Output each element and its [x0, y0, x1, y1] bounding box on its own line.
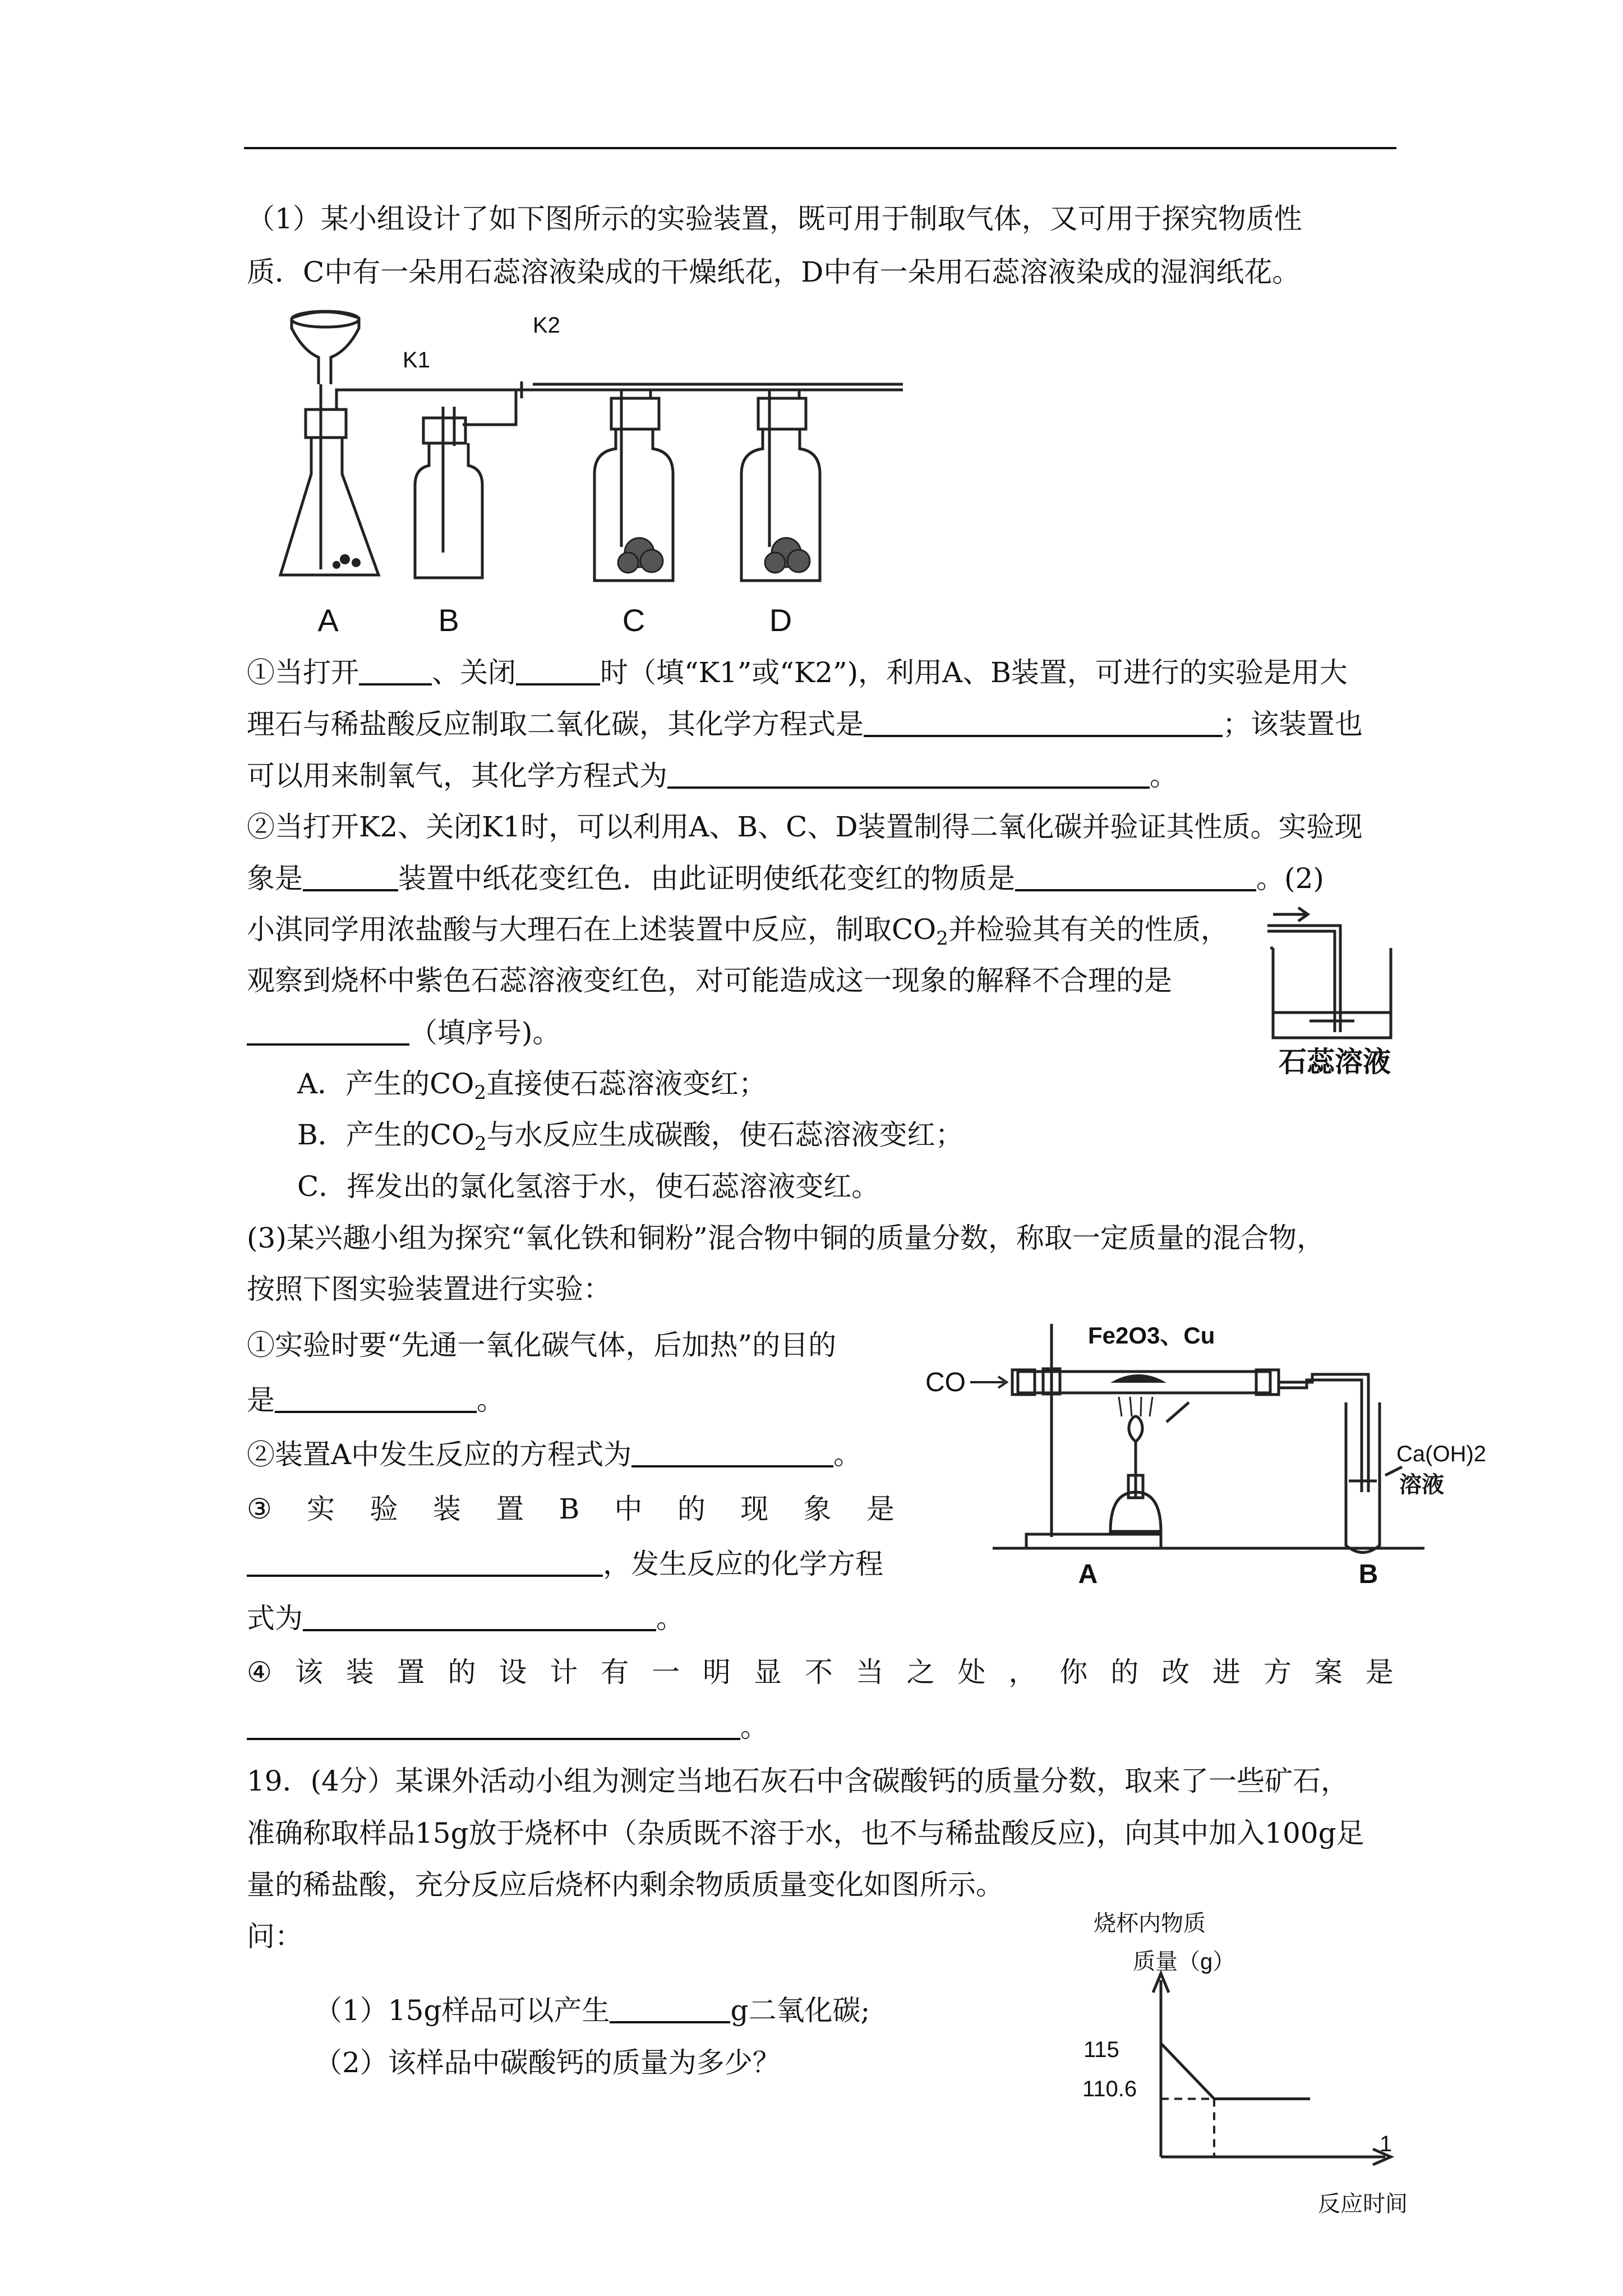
- q19-line2: 准确称取样品15g放于烧杯中（杂质既不溶于水，也不与稀盐酸反应)，向其中加入100g足: [247, 1817, 1364, 1849]
- co-reduction-figure: [925, 1313, 1487, 1593]
- q3-step3c: 式为 。: [247, 1602, 684, 1635]
- beaker-figure: [1256, 903, 1419, 1083]
- q3-step4b: 。: [247, 1710, 768, 1744]
- q3-line1: (3)某兴趣小组为探究“氧化铁和铜粉”混合物中铜的质量分数，称取一定质量的混合物，: [247, 1222, 1325, 1254]
- fig3-label-a: A: [1078, 1559, 1098, 1589]
- fig1-label-b: B: [438, 602, 459, 638]
- q1-line2: 理石与稀盐酸反应制取二氧化碳，其化学方程式是 ；该装置也: [247, 708, 1363, 740]
- q19-line4: 问：: [247, 1920, 303, 1953]
- q3-step2: ②装置A中发生反应的方程式为 。: [247, 1438, 862, 1471]
- p1-line1: （1）某小组设计了如下图所示的实验装置，既可用于制取气体，又可用于探究物质性: [247, 203, 1302, 235]
- chart-xlabel: 反应时间: [1318, 2192, 1408, 2216]
- answer-blank[interactable]: [303, 1601, 656, 1631]
- q19-sub2: （2）该样品中碳酸钙的质量为多少？: [314, 2046, 781, 2079]
- q2-line1: ②当打开K2、关闭K1时，可以利用A、B、C、D装置制得二氧化碳并验证其性质。实验现: [247, 811, 1363, 843]
- fig1-valve-k1: K1: [403, 348, 430, 372]
- q3-step4a: ④ 该 装 置 的 设 计 有 一 明 显 不 当 之 处 ， 你 的 改 进 方 案 是: [247, 1656, 1394, 1688]
- q2-option-c: C．挥发出的氯化氢溶于水，使石蕊溶液变红。: [297, 1170, 880, 1203]
- q3-step1b: 是 。: [247, 1384, 505, 1416]
- chart-ylabel-1: 烧杯内物质: [1094, 1911, 1206, 1936]
- chart-xlabel-mark: 1: [1380, 2132, 1393, 2156]
- header-rule: [244, 147, 1396, 149]
- fig3-reagents-label: Fe2O3、Cu: [1088, 1322, 1215, 1349]
- apparatus-abcd-figure: [247, 306, 909, 642]
- fig1-label-c: C: [622, 602, 645, 638]
- answer-blank[interactable]: [864, 707, 1223, 737]
- q19-line3: 量的稀盐酸，充分反应后烧杯内剩余物质质量变化如图所示。: [247, 1869, 1004, 1901]
- ytick-110-6: 110.6: [1082, 2077, 1137, 2101]
- answer-blank[interactable]: [516, 655, 600, 685]
- q19-line1: 19．(4分）某课外活动小组为测定当地石灰石中含碳酸钙的质量分数，取来了一些矿石，: [247, 1765, 1349, 1797]
- q19-sub1: （1）15g样品可以产生 g二氧化碳;: [314, 1994, 870, 2027]
- q1-line3: 可以用来制氧气，其化学方程式为 。: [247, 760, 1178, 792]
- fig3-co-label: CO: [925, 1368, 966, 1397]
- mass-series-line: [1161, 2044, 1310, 2099]
- answer-blank[interactable]: [631, 1437, 833, 1467]
- q2-option-b: B．产生的$CO_2$与水反应生成碳酸，使石蕊溶液变红；: [297, 1119, 963, 1155]
- fig3-solution-label: 溶液: [1399, 1473, 1444, 1497]
- q3-step3a: ③ 实 验 装 置 B 中 的 现 象 是: [247, 1493, 895, 1525]
- fig1-label-a: A: [317, 602, 339, 638]
- answer-blank[interactable]: [1015, 861, 1256, 891]
- answer-blank[interactable]: [247, 1710, 740, 1740]
- beaker-label: 石蕊溶液: [1279, 1046, 1391, 1078]
- answer-blank[interactable]: [667, 758, 1150, 789]
- fig1-label-d: D: [769, 602, 792, 638]
- q1-line1: ①当打开 、关闭 时（填“K1”或“K2”)，利用A、B装置，可进行的实验是用大: [247, 656, 1348, 689]
- q3-step3b: ，发生反应的化学方程: [247, 1547, 883, 1581]
- q2-line5: （填序号)。: [247, 1015, 561, 1050]
- q3-line2: 按照下图实验装置进行实验：: [247, 1273, 611, 1305]
- q2-line4: 观察到烧杯中紫色石蕊溶液变红色，对可能造成这一现象的解释不合理的是: [247, 964, 1172, 997]
- q2-option-a: A．产生的$CO_2$直接使石蕊溶液变红；: [297, 1068, 767, 1104]
- fig3-label-b: B: [1358, 1559, 1378, 1589]
- fig3-caoh2-label: Ca(OH)2: [1396, 1442, 1487, 1466]
- answer-blank[interactable]: [359, 655, 432, 685]
- answer-blank[interactable]: [303, 861, 398, 891]
- q2-line3: 小淇同学用浓盐酸与大理石在上述装置中反应，制取$CO_2$并检验其有关的性质，: [247, 913, 1229, 950]
- p1-line2: 质．C中有一朵用石蕊溶液染成的干燥纸花，D中有一朵用石蕊溶液染成的湿润纸花。: [247, 256, 1301, 288]
- q2-line2: 象是 装置中纸花变红色．由此证明使纸花变红的物质是 。(2): [247, 862, 1324, 895]
- answer-blank[interactable]: [275, 1383, 477, 1413]
- answer-blank[interactable]: [247, 1015, 409, 1046]
- answer-blank[interactable]: [247, 1547, 603, 1577]
- mass-time-chart: [1054, 1896, 1447, 2221]
- ytick-115: 115: [1083, 2037, 1119, 2062]
- q3-step1a: ①实验时要“先通一氧化碳气体，后加热”的目的: [247, 1329, 837, 1361]
- answer-blank[interactable]: [610, 1993, 730, 2023]
- fig1-valve-k2: K2: [533, 313, 560, 338]
- chart-ylabel-2: 质量（g）: [1133, 1949, 1235, 1974]
